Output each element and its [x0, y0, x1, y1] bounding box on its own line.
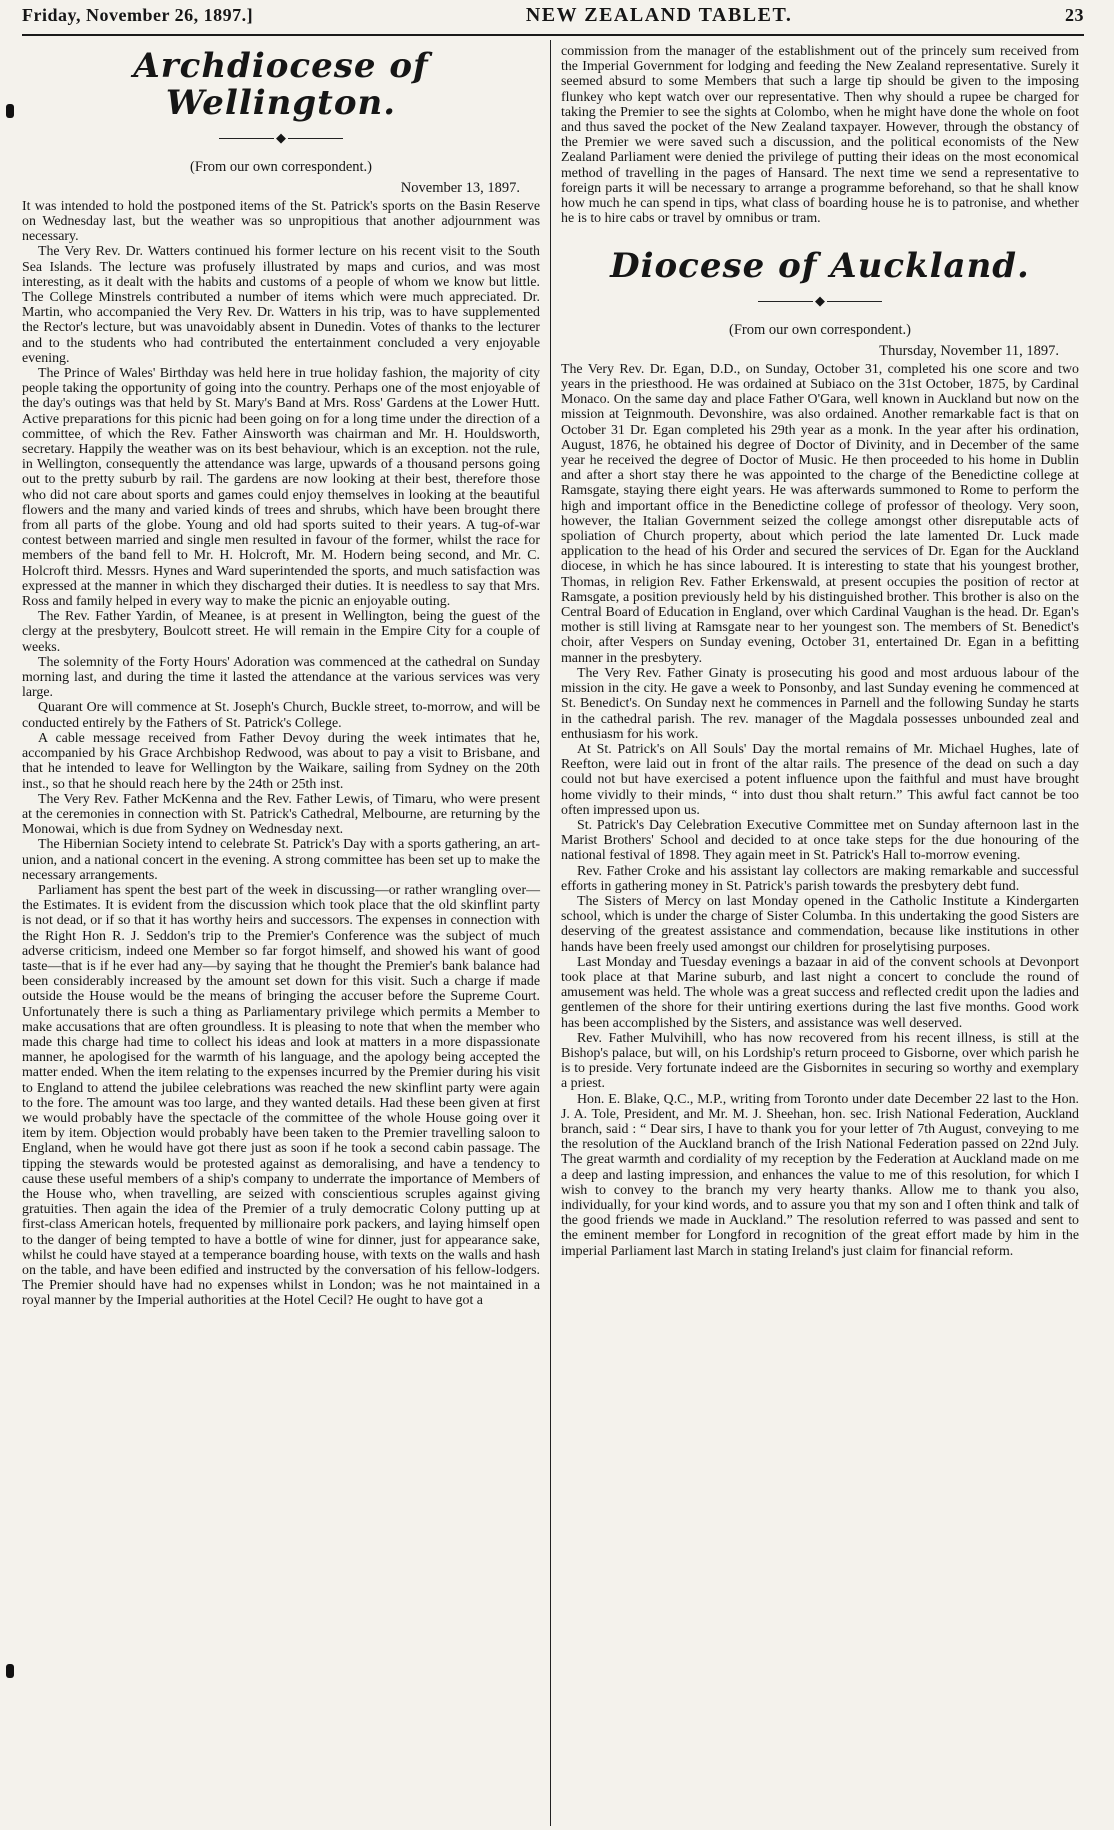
diamond-ornament: ◆	[22, 131, 540, 145]
wellington-paragraph: The Very Rev. Dr. Watters continued his former lecture on his recent visit to the South Sea Islands. The lecture was profusely illustrated by maps and curios, and was most interesting, as it dealt with the habits and customs of a people of whom we know but little. The College Minstrels contributed a number of items which were much appreciated. Dr. Martin, who accompanied the Very Rev. Dr. Watters in his trip, was to have supplemented the Rector's lecture, but was unavoidably absent in Dunedin. Votes of thanks to the lecturer and to the students who had contributed the entertainment concluded a very enjoyable evening.	[22, 244, 540, 366]
wellington-paragraph: Parliament has spent the best part of the week in discussing—or rather wrangling over—the Estimates. It is evident from the discussion which took place that the old skinflint party is not dead, or if so that it has worthy heirs and successors. The expenses in connection with the Right Hon R. J. Seddon's trip to the Premier's Conference was the subject of much adverse criticism, indeed one Member so far forgot himself, and showed his want of good taste—that is if he ever had any—by saying that he thought the Premier's bank balance had been considerably increased by the amount set down for this visit. Such a charge if made outside the House would be the means of bringing the accuser before the Supreme Court. Unfortunately there is such a thing as Parliamentary privilege which permits a Member to make accusations that are often groundless. It is pleasing to note that when the member who made this charge had time to collect his ideas and look at matters in a more dispassionate manner, he apologised for the warmth of his language, and the apology being accepted the matter ended. When the item relating to the expenses incurred by the Premier during his visit to England to attend the jubilee celebrations was reached the new skinflint party were again to the fore. The amount was too large, and they wanted details. Had these been given at first we would probably have the spectacle of the committee of the whole House going over it item by item. Objection would probably have been taken to the Premier travelling saloon to England, when he would have got there just as soon if he took a second cabin passage. The tipping the stewards would be protested against as demoralising, and have a tendency to cause these useful members of a ship's company to underrate the importance of Members of the House who, when travelling, are seized with conscientious scruples against giving gratuities. Then again the idea of the Premier of a truly democratic Colony putting up at first-class American hotels, frequented by millionaire pork packers, and laying himself open to the danger of being tempted to have a bottle of wine for dinner, just for appearance sake, whilst he could have stayed at a temperance boarding house, with texts on the walls and hash on the table, and have been edified and instructed by the conversation of his fellow-lodgers. The Premier should have had no expenses whilst in London; was he not maintained in a royal manner by the Imperial authorities at the Hotel Cecil? He ought to have got a	[22, 882, 540, 1309]
masthead-title: NEW ZEALAND TABLET.	[525, 4, 793, 26]
masthead-date: Friday, November 26, 1897.]	[22, 5, 254, 25]
wellington-continuation: commission from the manager of the establishment out of the princely sum received from the Imperial Government for lodging and feeding the New Zealand representative. Surely it seemed absurd to some Members that such a large tip should be given to the imposing flunkey who kept watch over our representative. Then why should a rupee be charged for taking the Premier to see the sights at Colombo, when he might have done the whole on foot and thus saved the pocket of the New Zealand taxpayer. However, through the obstancy of the Premier we were saved such a discussion, and the political economists of the New Zealand Parliament were denied the privilege of putting their ideas on the most economical method of travelling in the pages of Hansard. The next time we send a representative to foreign parts it will be necessary to arrange a programme beforehand, so that he shall know how much he can spend in tips, what class of boarding house he is to patronise, and whether he is to hire cabs or travel by omnibus or tram.	[561, 44, 1079, 227]
auckland-paragraph: The Very Rev. Father Ginaty is prosecuting his good and most arduous labour of the mission in the city. He gave a week to Ponsonby, and last Sunday evening he commenced at St. Benedict's. On Sunday next he commences in Parnell and the following Sunday he starts in the cathedral parish. The rev. manager of the Magdala possesses unbounded zeal and enthusiasm for his work.	[561, 665, 1079, 742]
auckland-paragraph: Hon. E. Blake, Q.C., M.P., writing from Toronto under date December 22 last to the Hon. J. A. Tole, President, and Mr. M. J. Sheehan, hon. sec. Irish National Federation, Auckland branch, said : “ Dear sirs, I have to thank you for your letter of 7th August, conveying to me the resolution of the Auckland branch of the Irish National Federation passed on 22nd July. The great warmth and cordiality of my reception by the Federation at Auckland made on me a deep and lasting impression, and enhances the value to me of this resolution, for which I wish to convey to the branch my very hearty thanks. Allow me to thank you also, individually, for your kind words, and to assure you that my son and I often think and talk of the good friends we made in Auckland.” The resolution referred to was passed and sent to the eminent member for Longford in recognition of the great effort made by him in the imperial Parliament last March in stating Ireland's just claim for financial reform.	[561, 1091, 1079, 1259]
ink-blot-mark	[6, 1664, 14, 1678]
auckland-heading: Diocese of Auckland.	[610, 246, 1030, 287]
wellington-paragraph: The Prince of Wales' Birthday was held here in true holiday fashion, the majority of city people taking the opportunity of going into the country. Perhaps one of the most enjoyable of the day's outings was that held by St. Mary's Band at Mrs. Ross' Gardens at the Lower Hutt. Active preparations for this picnic had been going on for a long time under the direction of a committee, of which the Rev. Father Ainsworth was chairman and Mr. H. Houldsworth, secretary. Happily the weather was on its best behaviour, which is an exception. not the rule, in Wellington, consequently the attendance was large, upwards of a thousand persons going out to the pretty suburb by rail. The gardens are now looking at their best, therefore those who did not care about sports and games could enjoy themselves in looking at the beautiful flowers and the many and varied kinds of trees and shrubs, which have been brought there from all parts of the globe. Young and old had sports suited to their years. A tug-of-war contest between married and single men resulted in favour of the former, whilst the race for members of the band fell to Mr. H. Holcroft, Mr. M. Hodern being second, and Mr. C. Holcroft third. Messrs. Hynes and Ward superintended the sports, and much satisfaction was expressed at the manner in which they discharged their duties. It is needless to say that Mrs. Ross and family helped in every way to make the picnic an enjoyable outing.	[22, 366, 540, 610]
wellington-paragraph: Quarant Ore will commence at St. Joseph's Church, Buckle street, to-morrow, and will be conducted entirely by the Fathers of St. Patrick's College.	[22, 700, 540, 731]
auckland-dateline: Thursday, November 11, 1897.	[879, 342, 1059, 359]
article-columns	[22, 36, 1084, 1826]
wellington-paragraph: The Very Rev. Father McKenna and the Rev. Father Lewis, of Timaru, who were present at the ceremonies in connection with St. Patrick's Cathedral, Melbourne, are returning by the Monowai, which is due from Sydney on Wednesday next.	[22, 791, 540, 838]
wellington-paragraph: It was intended to hold the postponed items of the St. Patrick's sports on the Basin Reserve on Wednesday last, but the weather was so unpropitious that another adjournment was necessary.	[22, 198, 540, 245]
wellington-byline: (From our own correspondent.)	[189, 158, 372, 175]
right-column	[551, 36, 1079, 1826]
auckland-paragraph: Rev. Father Croke and his assistant lay collectors are making remarkable and successful efforts in gathering money in St. Patrick's parish towards the presbytery debt fund.	[561, 863, 1079, 894]
masthead-page-number: 23	[1065, 5, 1084, 25]
ink-blot-mark	[6, 104, 14, 118]
wellington-paragraph: The solemnity of the Forty Hours' Adoration was commenced at the cathedral on Sunday morning last, and during the time it lasted the attendance at the various services was very large.	[22, 654, 540, 701]
left-column	[22, 36, 550, 1826]
auckland-paragraph: The Sisters of Mercy on last Monday opened in the Catholic Institute a Kindergarten school, which is under the charge of Sister Columba. In this undertaking the good Sisters are deserving of the greatest assistance and commendation, because like institutions in other hands have been freely used amongst our children for proselytising purposes.	[561, 893, 1079, 955]
wellington-paragraph: The Rev. Father Yardin, of Meanee, is at present in Wellington, being the guest of the clergy at the presbytery, Boulcott street. He will remain in the Empire City for a couple of weeks.	[22, 609, 540, 655]
wellington-paragraph: The Hibernian Society intend to celebrate St. Patrick's Day with a sports gathering, an art-union, and a national concert in the evening. A strong committee has been set up to make the necessary arrangements.	[22, 837, 540, 883]
auckland-paragraph: Last Monday and Tuesday evenings a bazaar in aid of the convent schools at Devonport took place at that Marine suburb, and last night a concert to conclude the round of amusement was held. The whole was a great success and reflected credit upon the ladies and gentlemen of the shore for their untiring exertions during the last five months. Good work has been accomplished by the Sisters, and assistance was well deserved.	[561, 954, 1079, 1031]
auckland-paragraph: St. Patrick's Day Celebration Executive Committee met on Sunday afternoon last in the Marist Brothers' School and decided to at once take steps for the due honouring of the national festival of 1898. They again meet in St. Patrick's Hall to-morrow evening.	[561, 817, 1079, 864]
auckland-paragraph: The Very Rev. Dr. Egan, D.D., on Sunday, October 31, completed his one score and two years in the priesthood. He was ordained at Subiaco on the 31st October, 1875, by Cardinal Monaco. On the same day and place Father O'Gara, well known in Auckland but now on the mission at Teignmouth. Devonshire, was also ordained. Another remarkable fact is that on October 31 Dr. Egan completed his 29th year as a monk. In the year after his ordination, August, 1876, he obtained his degree of Doctor of Divinity, and in December of the same year he received the degree of Doctor of Music. He then proceeded to his home in Dublin and after a short stay there he was appointed to the charge of the Benedictine college at Ramsgate, staying there eight years. He was afterwards summoned to Rome to perform the high and important office in the Benedictine college of professor of theology. Very soon, however, the Italian Government seized the college amongst other disreputable acts of spoliation of Church property, about which period the late lamented Dr. Luck made application to the head of his Order and secured the services of Dr. Egan for the Auckland diocese, in which he has since laboured. It is interesting to state that his youngest brother, Thomas, in religion Rev. Father Erkenswald, at present occupies the position of rector at Ramsgate, a position previously held by his distinguished brother. This brother is also on the Central Board of Education in England, over which Cardinal Vaughan is the head. Dr. Egan's mother is still living at Ramsgate near to her youngest son. The members of St. Benedict's choir, after Vespers on Sunday evening, October 31, entertained Dr. Egan in a befitting manner in the presbytery.	[561, 361, 1079, 666]
auckland-paragraph: At St. Patrick's on All Souls' Day the mortal remains of Mr. Michael Hughes, late of Reefton, were laid out in front of the altar rails. The presence of the dead on such a day could not but have exercised a potent influence upon the faithful and must have brought home vividly to their minds, “ into dust thou shalt return.” This awful fact cannot be too often impressed upon us.	[561, 741, 1079, 818]
wellington-dateline: November 13, 1897.	[400, 179, 520, 196]
diamond-ornament: ◆	[561, 294, 1079, 308]
auckland-paragraph: Rev. Father Mulvihill, who has now recovered from his recent illness, is still at the Bishop's palace, but will, on his Lordship's return proceed to Gisborne, over which parish he is to preside. Very fortunate indeed are the Gisbornites in securing so worthy and exemplary a priest.	[561, 1030, 1079, 1092]
wellington-heading: Archdiocese of Wellington.	[133, 46, 429, 124]
masthead	[22, 0, 1084, 36]
auckland-byline: (From our own correspondent.)	[728, 321, 911, 338]
wellington-paragraph: A cable message received from Father Devoy during the week intimates that he, accompanied by his Grace Archbishop Redwood, was about to pay a visit to Brisbane, and that he intended to leave for Wellington by the Waikare, sailing from Sydney on the 20th inst., so that he should reach here by the 24th or 25th inst.	[22, 730, 540, 792]
